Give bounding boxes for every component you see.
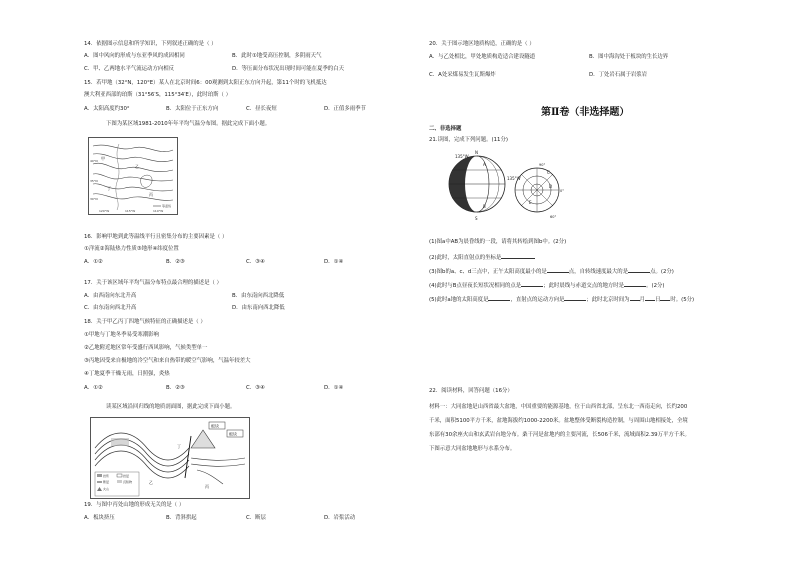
globe-a-point-a: A (483, 162, 486, 167)
q15-option-a: A．太阳高度约30° (84, 106, 130, 112)
globe-b-deg-90: 90° (539, 163, 546, 167)
globe-b-lon-label: 135°W (507, 176, 521, 181)
q15-option-d: D．正值多雨季节 (324, 106, 366, 112)
globe-a-point-b: B (483, 204, 486, 209)
q18-statement-3: ③丙地因受来自极地的冷空气和来自热带的暖空气影响，气温年较差大 (84, 358, 251, 364)
q15-stem: 15．若甲地（32°N，120°E）某人在北京时间6：00观测到太阳正东方向升起，第11个时的飞机抵达 (84, 80, 327, 86)
q17-option-d: D．由东南向西北降低 (232, 305, 285, 311)
globe-a-lon-label: 135°W (455, 154, 469, 159)
q21-part-5-text-c: ；此时北京时间为 (586, 297, 630, 303)
plate-box-2: 板块 (229, 431, 237, 437)
q21-part-4 (429, 281, 665, 290)
q17-option-a: A．由西南向东北升高 (84, 293, 137, 299)
legend-item-2: 岩层 (123, 474, 130, 478)
q21-part-3-text-c: 点。(2分) (650, 269, 674, 275)
q17-option-c: C．由东南向西北升高 (84, 305, 137, 311)
q17-option-b: B．由东南向西北降低 (232, 293, 285, 299)
answer-blank[interactable] (624, 281, 646, 287)
q20-option-a: A．与乙处相比，甲处地质构造适合建设隧道 (429, 54, 536, 60)
q16-sub: ①洋流②海陆热力性质③地形④纬度位置 (84, 246, 179, 252)
q16-option-b: B．②③ (166, 259, 185, 265)
map-mark-jia: 甲 (101, 156, 105, 161)
q19-stem: 19．与图中丙处山地的形成无关的是（ ） (84, 502, 185, 508)
q18-option-a: A．①② (84, 385, 103, 391)
globe-diagrams (443, 150, 563, 224)
answer-blank[interactable] (628, 267, 650, 273)
plate-box-1: 板块 (211, 423, 219, 429)
q21-part-3 (429, 267, 674, 276)
q21-part-3-text-b: 点，自转线速度最大的是 (568, 269, 629, 275)
q14-option-a: A．图中风向的形成与东亚季风的成因相同 (84, 53, 185, 59)
section-mark-yi: 乙 (149, 480, 153, 485)
q21-part-4-text-c: 。(2分) (646, 283, 665, 289)
q20-option-c: C．A处采煤易发生瓦斯爆炸 (429, 72, 496, 78)
globe-b-point-e: E (529, 200, 532, 205)
q21-part-5-text: (5)此时a地的太阳高度是 (429, 297, 489, 303)
q14-option-d: D．等压面分布状况出现时间可能在夏季的白天 (232, 66, 344, 72)
geologic-section (91, 418, 249, 498)
q21-part-5-hour: 时。(5分) (670, 297, 695, 303)
q21-part-5-day: 日 (654, 297, 661, 303)
q22-material-line-3: 东部有30余座火山和玄武岩台地分布。桑干河是盆地内的主要河流，长506千米，流域面积2.39万平方千米。 (429, 432, 690, 438)
map-lon-110: 110°W (153, 209, 164, 213)
q21-part-4-text-b: ；此时晨线与赤道交点的地方时是 (543, 283, 625, 289)
q21-part-5-text-b: ，直射点的运动方向是 (510, 297, 565, 303)
q19-option-b: B．背斜拱起 (166, 515, 197, 521)
q19-option-c: C．断层 (246, 515, 266, 521)
q22-material-line-4: 下图示意大同盆地地形与水系分布。 (429, 446, 516, 452)
q20-option-b: B．图中海沟处于板块的生长边界 (589, 54, 669, 60)
intro-16: 下图为某区域1981-2010年年平均气温分布图。据此完成下面小题。 (106, 121, 271, 127)
q18-statement-1: ①甲地与丁地冬季易受寒潮影响 (84, 332, 159, 338)
map-lat-40: 40°N (90, 159, 98, 163)
answer-blank[interactable] (488, 295, 510, 301)
answer-blank[interactable] (645, 295, 655, 301)
q16-stem: 16．影响甲地到此等温线平行且密集分布的主要因素是（ ） (84, 234, 228, 240)
map-lon-115: 115°W (125, 209, 136, 213)
answer-blank[interactable] (660, 295, 670, 301)
section-mark-ding: 丁 (177, 444, 181, 449)
map-legend: 等温线 (162, 204, 172, 208)
q19-option-d: D．岩浆活动 (324, 515, 356, 521)
section-subtitle: 二、非选择题 (429, 126, 462, 132)
globe-b-deg-60: 60° (550, 215, 557, 219)
map-lat-30: 30°N (90, 197, 98, 201)
q21-stem: 21.读图，完成下列问题。(11分) (429, 137, 508, 143)
answer-blank[interactable] (521, 281, 543, 287)
q18-option-c: C．③④ (246, 385, 265, 391)
q21-part-3-text: (3)图b的a、c、d三点中，正午太阳高度最小的是 (429, 269, 547, 275)
isotherm-map-figure (88, 137, 178, 215)
q15-stem-2: 澳大利亚西部的珀斯（31°56′S，115°34′E），此时珀斯（ ） (84, 92, 231, 98)
q14-option-c: C．甲、乙两地水平气流运动方向相反 (84, 66, 175, 72)
legend-item-3: 断层 (103, 480, 110, 484)
legend-item-4: 沉积物 (123, 480, 133, 484)
q14-option-b: B．此时①地受高压控制，多阴雨天气 (232, 53, 322, 59)
globe-b-point-d: D (549, 184, 553, 189)
q17-stem: 17．关于该区域年平均气温分布特点最合理的描述是（ ） (84, 280, 222, 286)
answer-blank[interactable] (564, 295, 586, 301)
q20-option-d: D．丁处岩石属于岩浆岩 (589, 72, 648, 78)
map-lat-35: 35°N (90, 179, 98, 183)
globe-a-south: S (475, 216, 478, 221)
answer-blank[interactable] (547, 267, 569, 273)
q18-stem: 18．关于甲乙丙丁四地气候特征的正确描述是（ ） (84, 319, 206, 325)
answer-blank[interactable] (501, 253, 535, 259)
isotherm-map (89, 138, 177, 214)
legend-item-1: 岩浆 (103, 474, 110, 478)
q16-option-d: D．①④ (324, 259, 344, 265)
geologic-section-figure (90, 417, 250, 499)
map-lon-120: 120°W (99, 209, 110, 213)
q18-option-d: D．①④ (324, 385, 344, 391)
q21-part-4-text: (4)此时与B点昼夜长短状况相同的点是 (429, 283, 522, 289)
q15-option-b: B．太阳位于正东方向 (166, 106, 219, 112)
globe-a-north: N (475, 150, 478, 155)
q18-option-b: B．②③ (166, 385, 185, 391)
q18-statement-2: ②乙地附近地区常年受盛行西风影响，气候类型单一 (84, 345, 208, 351)
q20-stem: 20．关于图示地区地质构造，正确的是（ ） (429, 41, 535, 47)
globe-b-point-c: C (547, 170, 550, 175)
q16-option-c: C．③④ (246, 259, 265, 265)
section-title: 第Ⅱ卷（非选择题） (541, 107, 630, 118)
q21-part-5-month: 月 (639, 297, 645, 303)
q19-option-a: A．板块挤压 (84, 515, 115, 521)
q21-part-1: (1)图a中AB为晨昏线的一段，请将其转绘到图b中。(2分) (429, 239, 567, 245)
q16-option-a: A．①② (84, 259, 103, 265)
legend-item-5: 火山 (103, 487, 110, 491)
intro-19: 读某区域沿回归线的地质剖面图，据此完成下面小题。 (106, 404, 236, 410)
map-mark-yi: 乙 (135, 164, 139, 169)
section-mark-bing: 丙 (205, 484, 209, 489)
q18-statement-4: ④丁地夏季干燥无雨，日照强，炎热 (84, 371, 170, 377)
q22-material-line-1: 材料一：大同盆地是山西省最大盆地，中国重要的能源基地，位于山西省北部，呈东北一西南走向，长约200 (429, 404, 688, 410)
answer-blank[interactable] (630, 295, 640, 301)
map-mark-bing: 丙 (149, 192, 153, 197)
map-mark-ding: 丁 (107, 186, 111, 191)
globe-b-deg-0: 0° (560, 189, 564, 193)
q21-part-5 (429, 295, 694, 304)
globe-figure (443, 150, 563, 224)
q22-stem: 22．阅读材料，回答问题（16分） (429, 388, 513, 394)
q21-part-2 (429, 253, 535, 262)
q15-option-c: C．昼长夜短 (246, 106, 277, 112)
q22-material-line-2: 千米，面积5100平方千米，盆地海拔约1000-2200米。盆地整体受断裂构造控制，与周围山地相接处，全境 (429, 418, 688, 424)
q14-stem: 14．依据图示信息和所学知识，下列叙述正确的是（ ） (84, 41, 217, 47)
q21-part-2-text: (2)此时，太阳直射点的坐标是 (429, 255, 502, 261)
